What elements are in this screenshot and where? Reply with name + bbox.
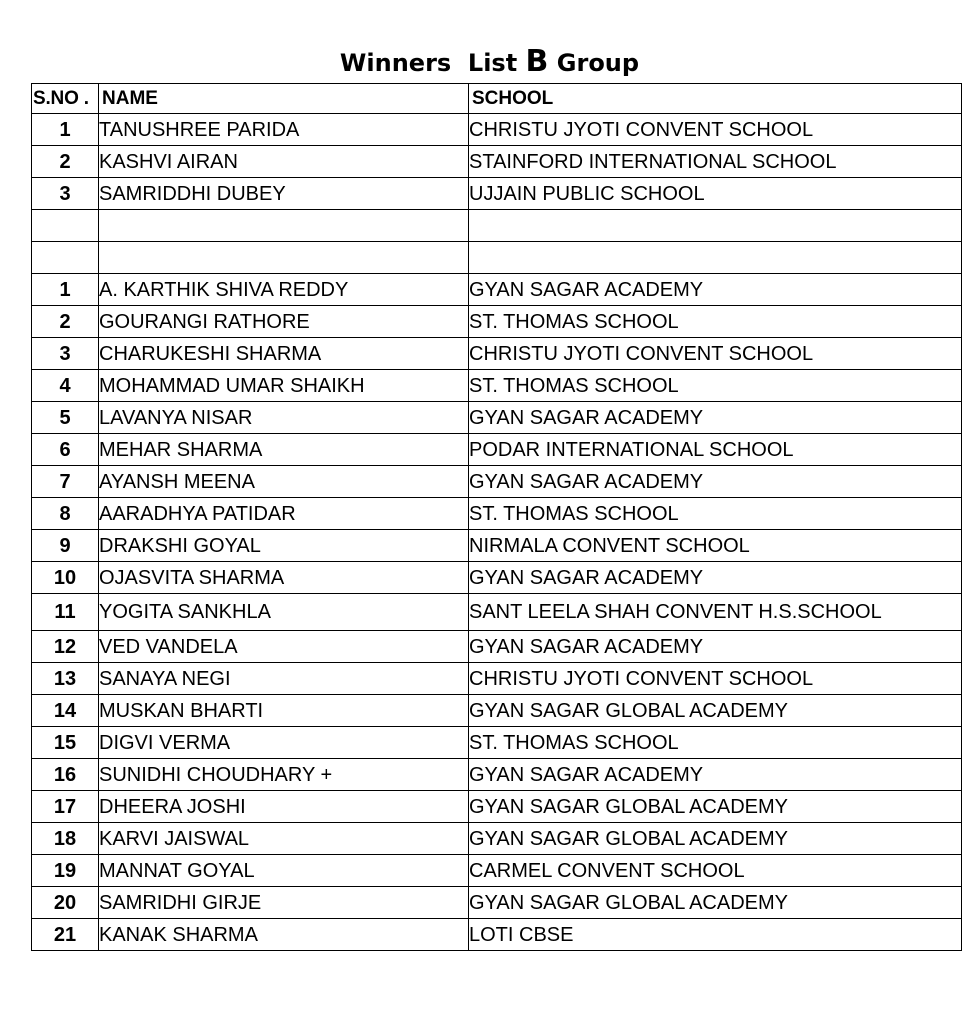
cell-school: GYAN SAGAR GLOBAL ACADEMY (469, 791, 962, 823)
title-part-2: Group (548, 49, 640, 77)
cell-school: NIRMALA CONVENT SCHOOL (469, 530, 962, 562)
cell-name: SAMRIDHI GIRJE (99, 887, 469, 919)
cell-school: UJJAIN PUBLIC SCHOOL (469, 178, 962, 210)
table-row (32, 823, 962, 855)
cell-name: SAMRIDDHI DUBEY (99, 178, 469, 210)
cell-school: SANT LEELA SHAH CONVENT H.S.SCHOOL (469, 594, 962, 631)
table-row (32, 274, 962, 306)
cell-school: GYAN SAGAR ACADEMY (469, 759, 962, 791)
cell-name: A. KARTHIK SHIVA REDDY (99, 274, 469, 306)
cell-sno: 6 (32, 434, 99, 466)
table-row (32, 338, 962, 370)
cell-school: GYAN SAGAR GLOBAL ACADEMY (469, 887, 962, 919)
cell-name: OJASVITA SHARMA (99, 562, 469, 594)
cell-name: MANNAT GOYAL (99, 855, 469, 887)
cell-school: GYAN SAGAR GLOBAL ACADEMY (469, 695, 962, 727)
cell-school: GYAN SAGAR ACADEMY (469, 274, 962, 306)
cell-school: GYAN SAGAR GLOBAL ACADEMY (469, 823, 962, 855)
cell-sno: 5 (32, 402, 99, 434)
cell-sno: 4 (32, 370, 99, 402)
table-row (32, 146, 962, 178)
table-body (32, 114, 962, 951)
cell-name: VED VANDELA (99, 631, 469, 663)
cell-school: CHRISTU JYOTI CONVENT SCHOOL (469, 114, 962, 146)
cell-name: DRAKSHI GOYAL (99, 530, 469, 562)
cell-sno: 7 (32, 466, 99, 498)
table-row (32, 887, 962, 919)
cell-sno: 20 (32, 887, 99, 919)
table-row (32, 242, 962, 274)
header-school: SCHOOL (469, 84, 962, 114)
cell-school: STAINFORD INTERNATIONAL SCHOOL (469, 146, 962, 178)
table-row (32, 498, 962, 530)
cell-school: GYAN SAGAR ACADEMY (469, 631, 962, 663)
cell-sno: 9 (32, 530, 99, 562)
cell-school (469, 210, 962, 242)
table-row (32, 434, 962, 466)
table-row (32, 855, 962, 887)
title-part-1: Winners List (339, 49, 526, 77)
header-sno: S.NO . (32, 84, 99, 114)
title-group-letter: B (525, 44, 549, 79)
cell-name: DHEERA JOSHI (99, 791, 469, 823)
table-row (32, 919, 962, 951)
cell-sno: 10 (32, 562, 99, 594)
cell-name: KASHVI AIRAN (99, 146, 469, 178)
cell-sno: 13 (32, 663, 99, 695)
cell-sno: 3 (32, 338, 99, 370)
cell-sno: 3 (32, 178, 99, 210)
cell-name: TANUSHREE PARIDA (99, 114, 469, 146)
winners-table (31, 83, 962, 951)
cell-school: GYAN SAGAR ACADEMY (469, 562, 962, 594)
table-row (32, 210, 962, 242)
cell-school: LOTI CBSE (469, 919, 962, 951)
cell-school: GYAN SAGAR ACADEMY (469, 402, 962, 434)
table-row (32, 370, 962, 402)
cell-name: MOHAMMAD UMAR SHAIKH (99, 370, 469, 402)
cell-name: KANAK SHARMA (99, 919, 469, 951)
cell-school: GYAN SAGAR ACADEMY (469, 466, 962, 498)
table-row (32, 695, 962, 727)
cell-name: AARADHYA PATIDAR (99, 498, 469, 530)
cell-sno: 16 (32, 759, 99, 791)
cell-sno: 11 (32, 594, 99, 631)
table-row (32, 631, 962, 663)
table-row (32, 791, 962, 823)
cell-school: ST. THOMAS SCHOOL (469, 727, 962, 759)
table-row (32, 759, 962, 791)
cell-school (469, 242, 962, 274)
cell-sno: 18 (32, 823, 99, 855)
cell-sno: 19 (32, 855, 99, 887)
cell-name: GOURANGI RATHORE (99, 306, 469, 338)
header-name: NAME (99, 84, 469, 114)
cell-school: ST. THOMAS SCHOOL (469, 370, 962, 402)
cell-name: MUSKAN BHARTI (99, 695, 469, 727)
cell-sno: 12 (32, 631, 99, 663)
cell-name (99, 242, 469, 274)
cell-sno: 21 (32, 919, 99, 951)
cell-school: CHRISTU JYOTI CONVENT SCHOOL (469, 663, 962, 695)
cell-name: KARVI JAISWAL (99, 823, 469, 855)
cell-sno: 1 (32, 114, 99, 146)
table-header-row (32, 84, 962, 114)
cell-sno: 1 (32, 274, 99, 306)
cell-name: SUNIDHI CHOUDHARY + (99, 759, 469, 791)
table-row (32, 562, 962, 594)
cell-name: YOGITA SANKHLA (99, 594, 469, 631)
cell-sno: 8 (32, 498, 99, 530)
cell-sno: 17 (32, 791, 99, 823)
table-row (32, 178, 962, 210)
cell-name: SANAYA NEGI (99, 663, 469, 695)
cell-school: ST. THOMAS SCHOOL (469, 306, 962, 338)
cell-school: CHRISTU JYOTI CONVENT SCHOOL (469, 338, 962, 370)
table-row (32, 594, 962, 631)
table-row (32, 466, 962, 498)
cell-name: AYANSH MEENA (99, 466, 469, 498)
table-row (32, 663, 962, 695)
page-title (0, 44, 979, 81)
table-row (32, 402, 962, 434)
cell-sno: 15 (32, 727, 99, 759)
cell-sno: 14 (32, 695, 99, 727)
table-row (32, 727, 962, 759)
cell-sno (32, 210, 99, 242)
cell-name (99, 210, 469, 242)
cell-name: DIGVI VERMA (99, 727, 469, 759)
cell-school: PODAR INTERNATIONAL SCHOOL (469, 434, 962, 466)
table-row (32, 530, 962, 562)
cell-school: ST. THOMAS SCHOOL (469, 498, 962, 530)
table-row (32, 306, 962, 338)
cell-name: MEHAR SHARMA (99, 434, 469, 466)
cell-name: CHARUKESHI SHARMA (99, 338, 469, 370)
table-row (32, 114, 962, 146)
cell-school: CARMEL CONVENT SCHOOL (469, 855, 962, 887)
cell-sno: 2 (32, 306, 99, 338)
cell-sno: 2 (32, 146, 99, 178)
cell-name: LAVANYA NISAR (99, 402, 469, 434)
cell-sno (32, 242, 99, 274)
